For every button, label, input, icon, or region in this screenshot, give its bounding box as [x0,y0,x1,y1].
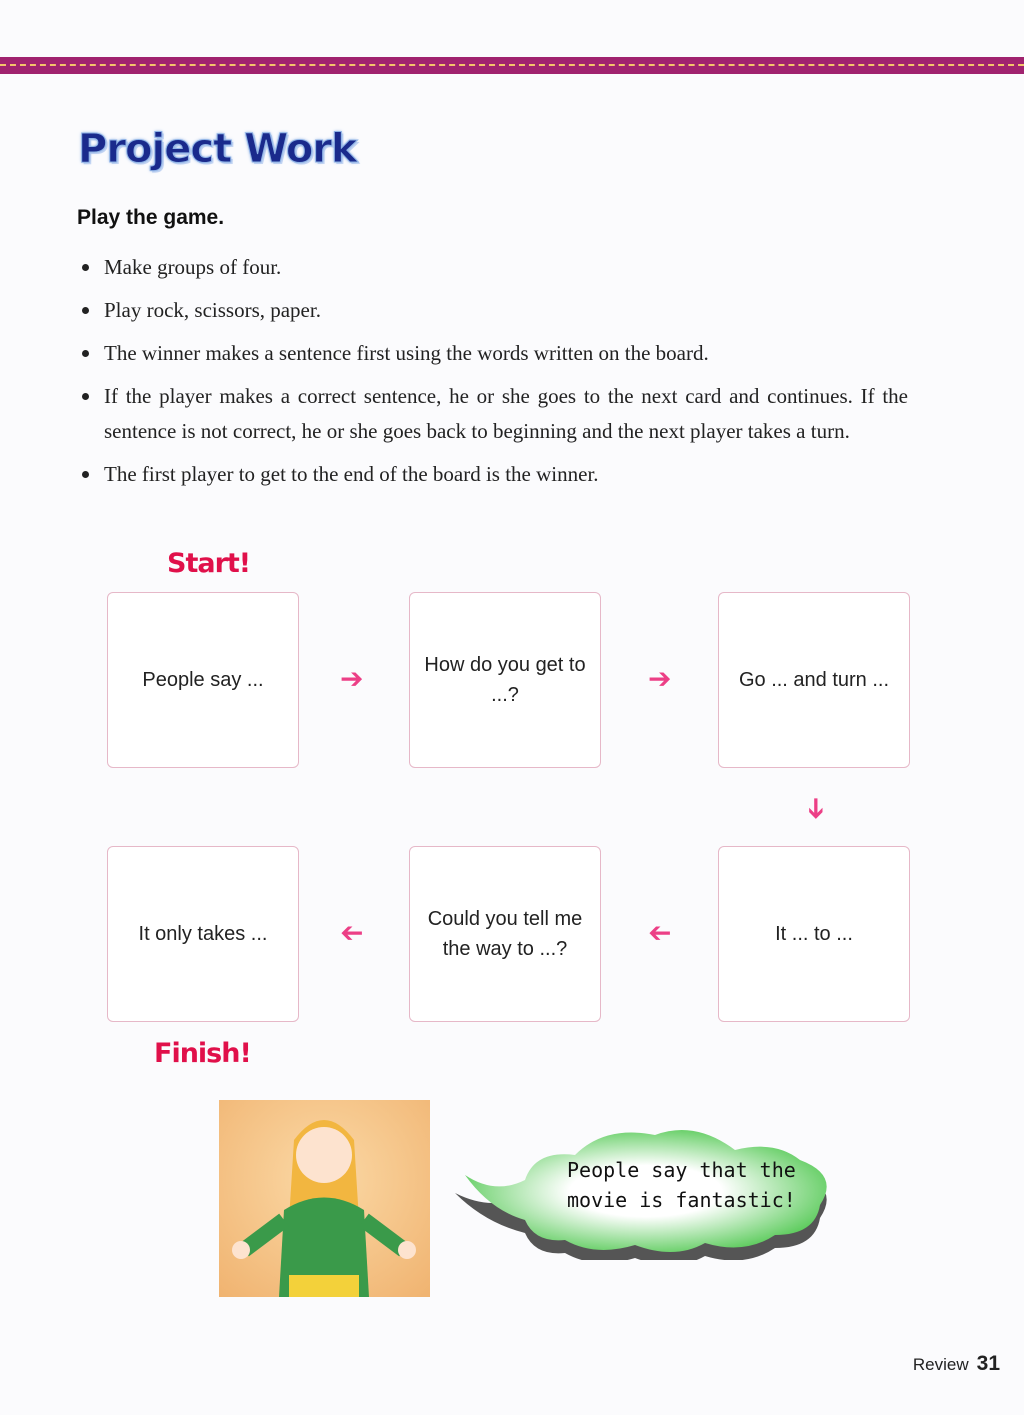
card-2: How do you get to ...? [409,592,601,768]
card-4: It ... to ... [718,846,910,1022]
girl-illustration [219,1100,430,1297]
page-number: 31 [976,1352,1000,1375]
bubble-line-1: People say that the [567,1158,796,1182]
arrow-left-icon: ➔ [648,916,672,949]
list-item: The first player to get to the end of the board is the winner. [78,457,908,492]
page-footer [913,1352,1000,1376]
card-1: People say ... [107,592,299,768]
speech-bubble-text [567,1155,796,1215]
stitched-border [0,57,1024,74]
finish-label: Finish! [154,1038,251,1069]
card-6: It only takes ... [107,846,299,1022]
arrow-left-icon: ➔ [340,916,364,949]
section-name: Review [912,1355,969,1374]
list-item: If the player makes a correct sentence, he or she goes to the next card and continues. If the sentence is not correct, he or she goes back to beginning and the next player takes a turn. [78,379,908,449]
list-item: Make groups of four. [78,250,908,285]
instruction-heading: Play the game. [77,206,225,229]
start-label: Start! [167,548,251,579]
arrow-right-icon: ➔ [340,662,364,695]
rules-list [78,250,908,500]
arrow-right-icon: ➔ [648,662,672,695]
page-title: Project Work [78,126,357,172]
card-3: Go ... and turn ... [718,592,910,768]
list-item: Play rock, scissors, paper. [78,293,908,328]
card-5: Could you tell me the way to ...? [409,846,601,1022]
bubble-line-2: movie is fantastic! [567,1188,796,1212]
arrow-down-icon: ➔ [800,796,834,821]
list-item: The winner makes a sentence first using the words written on the board. [78,336,908,371]
